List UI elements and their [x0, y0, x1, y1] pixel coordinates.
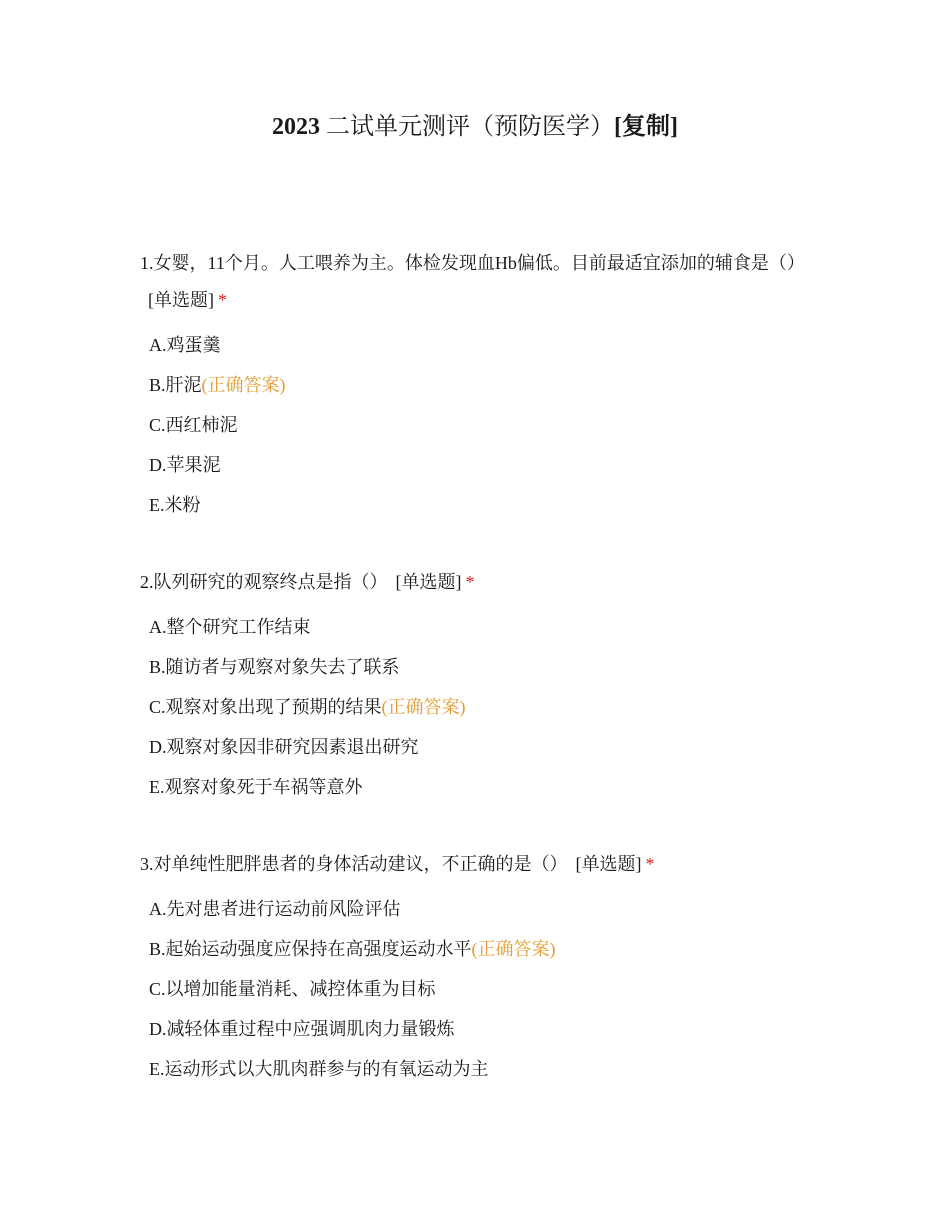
question-text: 对单纯性肥胖患者的身体活动建议，不正确的是（）	[153, 854, 568, 874]
option-text: 起始运动强度应保持在高强度运动水平	[165, 939, 472, 959]
title-suffix: [复制]	[614, 114, 678, 140]
option-text: 肝泥	[165, 375, 202, 395]
option-letter: D.	[149, 455, 167, 475]
option-a[interactable]	[149, 325, 820, 365]
title-name: 二试单元测评（预防医学）	[326, 114, 614, 140]
option-c[interactable]	[149, 405, 820, 445]
option-letter: B.	[149, 657, 166, 677]
required-marker: *	[218, 290, 227, 310]
option-text: 苹果泥	[166, 455, 221, 475]
option-text: 运动形式以大肌肉群参与的有氧运动为主	[164, 1059, 489, 1079]
correct-answer-tag: (正确答案)	[201, 375, 286, 395]
required-marker: *	[645, 854, 655, 874]
option-a[interactable]	[149, 607, 820, 647]
question-number: 3.	[140, 854, 154, 874]
option-text: 随访者与观察对象失去了联系	[165, 657, 400, 677]
question-1	[140, 245, 820, 525]
option-list	[140, 889, 820, 1089]
option-list	[140, 607, 820, 807]
option-b[interactable]	[149, 647, 820, 687]
option-letter: C.	[149, 697, 166, 717]
option-c[interactable]	[149, 969, 820, 1009]
option-b[interactable]	[149, 929, 820, 969]
option-text: 观察对象出现了预期的结果	[165, 697, 382, 717]
option-text: 鸡蛋羹	[166, 335, 221, 355]
option-c[interactable]	[149, 687, 820, 727]
option-text: 减轻体重过程中应强调肌肉力量锻炼	[166, 1019, 455, 1039]
option-d[interactable]	[149, 445, 820, 485]
correct-answer-tag: (正确答案)	[381, 697, 466, 717]
page-title	[0, 110, 950, 144]
required-marker: *	[465, 572, 475, 592]
option-d[interactable]	[149, 1009, 820, 1049]
question-text: 队列研究的观察终点是指（）	[153, 572, 388, 592]
question-type-label: [单选题]	[395, 572, 462, 592]
question-number: 1.	[140, 253, 154, 273]
option-letter: D.	[149, 1019, 167, 1039]
option-a[interactable]	[149, 889, 820, 929]
option-letter: E.	[149, 777, 165, 797]
option-text: 以增加能量消耗、减控体重为目标	[165, 979, 436, 999]
question-stem	[140, 245, 820, 319]
option-letter: D.	[149, 737, 167, 757]
question-3	[140, 846, 820, 1089]
question-type-label: [单选题]	[148, 290, 214, 310]
option-text: 观察对象因非研究因素退出研究	[166, 737, 419, 757]
option-text: 观察对象死于车祸等意外	[164, 777, 363, 797]
question-text: 女婴，11个月。人工喂养为主。体检发现血Hb偏低。目前最适宜添加的辅食是（）	[153, 253, 805, 273]
option-d[interactable]	[149, 727, 820, 767]
option-letter: E.	[149, 1059, 165, 1079]
option-e[interactable]	[149, 767, 820, 807]
correct-answer-tag: (正确答案)	[471, 939, 556, 959]
question-stem	[140, 564, 820, 601]
option-text: 西红柿泥	[165, 415, 238, 435]
question-number: 2.	[140, 572, 154, 592]
option-e[interactable]	[149, 485, 820, 525]
option-b[interactable]	[149, 365, 820, 405]
option-list	[140, 325, 820, 525]
option-letter: E.	[149, 495, 165, 515]
option-letter: A.	[149, 617, 167, 637]
question-stem	[140, 846, 820, 883]
option-text: 米粉	[164, 495, 201, 515]
option-e[interactable]	[149, 1049, 820, 1089]
option-text: 整个研究工作结束	[166, 617, 311, 637]
option-letter: A.	[149, 899, 167, 919]
question-type-label: [单选题]	[575, 854, 642, 874]
option-letter: B.	[149, 375, 166, 395]
option-letter: B.	[149, 939, 166, 959]
question-2	[140, 564, 820, 807]
option-letter: C.	[149, 979, 166, 999]
option-letter: C.	[149, 415, 166, 435]
option-text: 先对患者进行运动前风险评估	[166, 899, 401, 919]
title-year: 2023	[272, 114, 320, 140]
option-letter: A.	[149, 335, 167, 355]
